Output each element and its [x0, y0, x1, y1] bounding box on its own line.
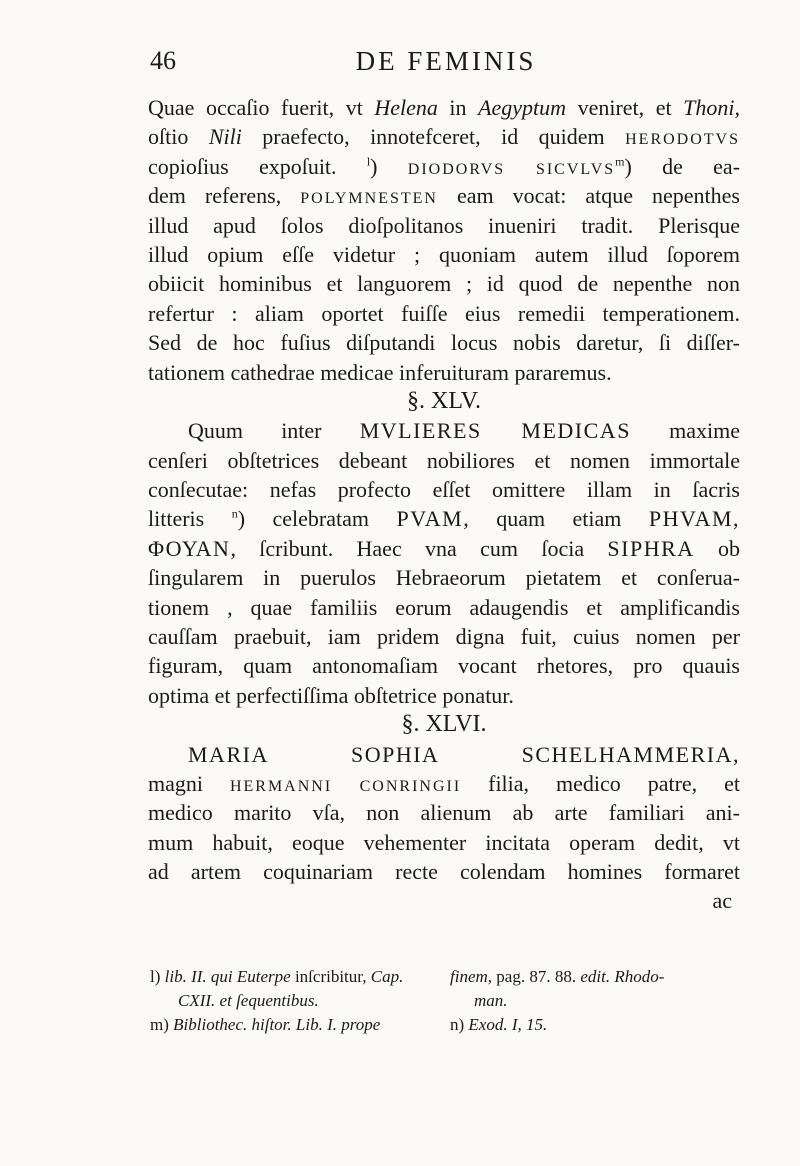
text-line: Quum inter MVLIERES MEDICAS maxime — [188, 418, 740, 444]
running-title: DE FEMINIS — [355, 46, 537, 76]
footnote-n: n) Exod. I, 15. — [450, 1015, 548, 1034]
text-line: ΦΟΥΑΝ, ſcribunt. Haec vna cum ſocia SIPHRA ob — [148, 535, 740, 561]
text-line: figuram, quam antonomaſiam vocant rhetores, pro quauis — [148, 653, 740, 679]
footnotes — [150, 965, 750, 1037]
footnote-row — [150, 965, 750, 989]
text-line: ad artem coquinariam recte colendam homines formaret — [148, 859, 740, 885]
text-line: tionem , quae familiis eorum adaugendis et amplificandis — [148, 594, 740, 620]
person-name: HERMANNI CONRINGII — [229, 777, 462, 795]
footnote-l: l) lib. II. qui Euterpe inſcribitur, Cap. — [150, 967, 404, 986]
text-line: mum habuit, eoque vehementer incitata operam dedit, vt — [148, 829, 740, 855]
section-heading: §. XLV. — [406, 387, 482, 414]
footnote-row — [150, 989, 750, 1013]
text-line: obiicit hominibus et languorem ; id quod de nepenthe non — [148, 271, 740, 297]
page-header — [150, 46, 730, 86]
catchword: ac — [712, 887, 732, 913]
body-text — [148, 93, 740, 915]
text-line: ſingularem in puerulos Hebraeorum pietatem et conſerua- — [148, 565, 740, 591]
text-line: cauſſam praebuit, iam pridem digna fuit, cuius nomen per — [148, 624, 740, 650]
text-line: oſtio Nili praefecto, innotefceret, id quidem HERODOTVS — [148, 124, 740, 150]
footnote-row — [150, 1013, 750, 1037]
section-heading: §. XLVI. — [401, 711, 487, 738]
text-line: dem referens, POLYMNESTEN eam vocat: atque nepenthes — [148, 183, 740, 209]
text-line: medico marito vſa, non alienum ab arte familiari ani- — [148, 800, 740, 826]
text-line: Sed de hoc fuſius diſputandi locus nobis daretur, ſi diſſer- — [148, 330, 740, 356]
text-line: refertur : aliam oportet fuiſſe eius remedii temperationem. — [148, 300, 740, 326]
text-line: illud opium eſſe videtur ; quoniam autem illud ſoporem — [148, 241, 740, 267]
text-line: litteris $^n$) celebratam PVAM, quam etiam PHVAM, — [148, 506, 740, 532]
text-line: tationem cathedrae medicae inferuituram pararemus. — [148, 359, 612, 385]
text-line: optima et perfectiſſima obſtetrice ponatur. — [148, 682, 514, 708]
text-line: MARIA SOPHIA SCHELHAMMERIA, — [188, 741, 740, 767]
footnote-m: m) Bibliothec. hiſtor. Lib. I. prope — [150, 1015, 381, 1034]
text-line: Quae occaſio fuerit, vt Helena in Aegyptum veniret, et Thoni, — [148, 95, 740, 120]
footnote-continuation: man. — [474, 991, 508, 1010]
page-number: 46 — [150, 46, 176, 75]
footnote-continuation: finem, pag. 87. 88. edit. Rhodo- — [450, 967, 665, 986]
footnote-l-continuation: CXII. et ſequentibus. — [178, 991, 319, 1010]
author-name: HERODOTVS — [625, 131, 740, 149]
text-line: conſecutae: nefas profecto eſſet omittere illam in ſacris — [148, 477, 740, 503]
text-line: cenſeri obſtetrices debeant nobiliores et nomen immortale — [148, 447, 740, 473]
author-name: DIODORVS SICVLVS — [407, 160, 616, 178]
text-line: copioſius expoſuit. $^l$) DIODORVS SICVLVS$^m$) de ea- — [148, 153, 740, 179]
text-line: illud apud ſolos dioſpolitanos inueniri tradit. Plerisque — [148, 212, 740, 238]
text-line: magni HERMANNI CONRINGII filia, medico patre, et — [148, 770, 740, 796]
person-name: POLYMNESTEN — [300, 190, 438, 208]
